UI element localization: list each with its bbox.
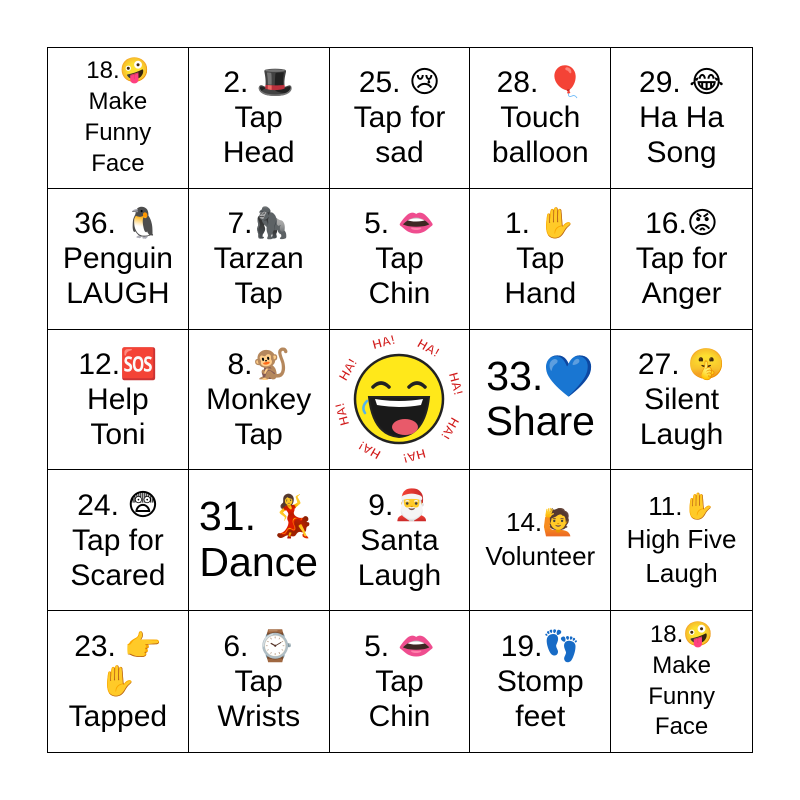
bingo-cell[interactable] bbox=[48, 48, 189, 189]
svg-text:HA!: HA! bbox=[446, 371, 467, 398]
bingo-cell[interactable] bbox=[470, 611, 611, 752]
bingo-cell[interactable] bbox=[48, 189, 189, 330]
svg-text:HA!: HA! bbox=[336, 356, 361, 384]
bingo-cell-label: 1. ✋ Tap Hand bbox=[504, 207, 577, 311]
bingo-cell[interactable] bbox=[470, 189, 611, 330]
bingo-cell[interactable] bbox=[189, 189, 330, 330]
bingo-cell[interactable] bbox=[330, 470, 471, 611]
bingo-cell[interactable] bbox=[48, 611, 189, 752]
bingo-cell[interactable] bbox=[611, 48, 752, 189]
bingo-cell[interactable] bbox=[611, 189, 752, 330]
bingo-cell[interactable] bbox=[330, 189, 471, 330]
bingo-cell[interactable] bbox=[611, 611, 752, 752]
bingo-cell[interactable] bbox=[470, 470, 611, 611]
bingo-cell-label: 6. ⌚ Tap Wrists bbox=[217, 629, 301, 734]
bingo-cell-label: 18.🤪 Make Funny Face bbox=[648, 621, 715, 741]
bingo-cell-label: 31. 💃 Dance bbox=[198, 493, 319, 586]
bingo-cell[interactable] bbox=[330, 48, 471, 189]
bingo-cell-label: 8.🐒 Monkey Tap bbox=[206, 347, 312, 452]
bingo-cell[interactable] bbox=[189, 611, 330, 752]
bingo-cell[interactable] bbox=[48, 470, 189, 611]
bingo-cell-label: 18.🤪 Make Funny Face bbox=[84, 57, 152, 177]
bingo-cell[interactable] bbox=[189, 48, 330, 189]
bingo-cell[interactable] bbox=[330, 611, 471, 752]
bingo-grid bbox=[48, 48, 752, 752]
bingo-cell-label: 14.🙋 Volunteer bbox=[485, 507, 596, 572]
laughing-face-icon bbox=[331, 331, 467, 467]
svg-text:HA!: HA! bbox=[415, 336, 443, 361]
bingo-cell-label: 24. 😨 Tap for Scared bbox=[70, 488, 166, 592]
svg-text:HA!: HA! bbox=[371, 332, 398, 353]
bingo-cell[interactable] bbox=[470, 330, 611, 471]
bingo-cell-label: 7.🦍 Tarzan Tap bbox=[213, 207, 304, 311]
bingo-cell-label: 2. 🎩 Tap Head bbox=[222, 66, 295, 170]
bingo-cell-label: 5. 👄 Tap Chin bbox=[364, 207, 435, 311]
bingo-cell-label: 36. 🐧 Penguin LAUGH bbox=[62, 207, 173, 311]
bingo-cell-label: 19.👣 Stomp feet bbox=[496, 629, 584, 734]
bingo-cell-label: 33.💙 Share bbox=[485, 352, 595, 445]
svg-text:HA!: HA! bbox=[332, 401, 353, 428]
svg-text:HA!: HA! bbox=[356, 438, 384, 463]
free-space-laughing-face[interactable] bbox=[330, 330, 471, 471]
bingo-cell-label: 28. 🎈 Touch balloon bbox=[491, 66, 589, 170]
bingo-cell[interactable] bbox=[611, 330, 752, 471]
bingo-cell[interactable] bbox=[611, 470, 752, 611]
bingo-cell-label: 5. 👄 Tap Chin bbox=[364, 629, 435, 734]
bingo-cell[interactable] bbox=[189, 330, 330, 471]
bingo-cell[interactable] bbox=[189, 470, 330, 611]
bingo-cell-label: 12.🆘 Help Toni bbox=[78, 347, 158, 452]
bingo-cell-label: 16.😡 Tap for Anger bbox=[635, 207, 728, 311]
bingo-cell-label: 11.✋ High Five Laugh bbox=[626, 490, 737, 589]
svg-text:HA!: HA! bbox=[401, 446, 428, 467]
bingo-cell-label: 29. 😂 Ha Ha Song bbox=[639, 66, 725, 170]
bingo-board bbox=[47, 47, 753, 753]
bingo-cell-label: 9.🎅 Santa Laugh bbox=[357, 488, 442, 592]
svg-text:HA!: HA! bbox=[438, 415, 463, 443]
bingo-cell-label: 25. 😢 Tap for sad bbox=[353, 66, 446, 170]
bingo-cell[interactable] bbox=[470, 48, 611, 189]
bingo-cell-label: 23. 👉 ✋ Tapped bbox=[68, 629, 168, 734]
bingo-cell[interactable] bbox=[48, 330, 189, 471]
bingo-cell-label: 27. 🤫 Silent Laugh bbox=[637, 347, 726, 452]
